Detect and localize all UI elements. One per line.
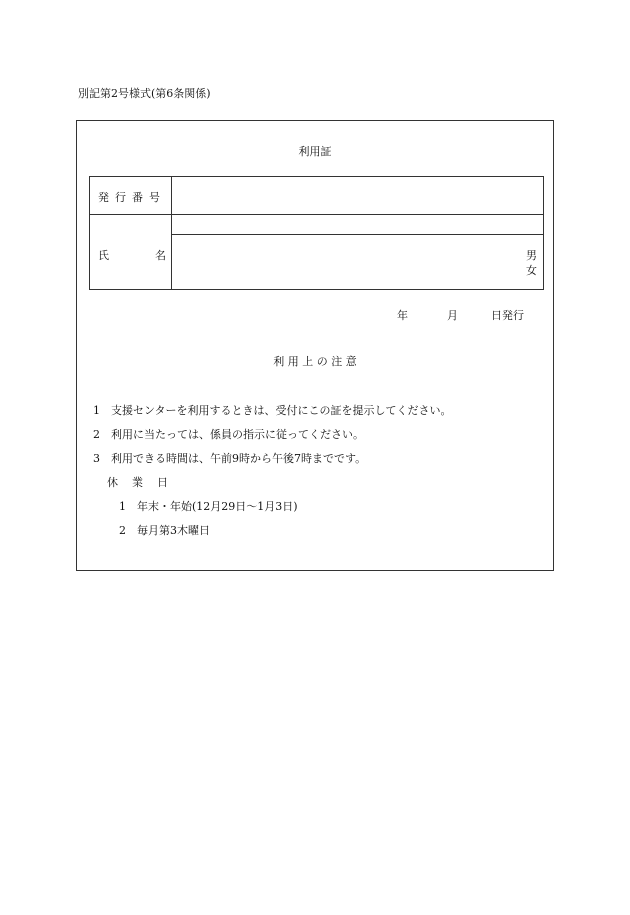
issue-day-label: 日発行: [491, 309, 524, 322]
holiday-text: 年末・年始(12月29日〜1月3日): [137, 500, 298, 513]
gender-options: [526, 248, 537, 278]
note-item: [93, 426, 364, 442]
holiday-item: [119, 522, 210, 538]
name-label: [98, 247, 166, 263]
note-number: 3: [93, 452, 100, 465]
note-text: 利用に当たっては、係員の指示に従ってください。: [111, 428, 364, 441]
holiday-text: 毎月第3木曜日: [137, 524, 210, 537]
note-item: [93, 450, 366, 466]
holiday-title-char-2: 業: [132, 476, 143, 489]
info-table: [89, 176, 544, 290]
note-item: [93, 402, 452, 418]
name-label-char-2: 名: [155, 249, 166, 262]
holiday-title-char-1: 休: [107, 476, 118, 489]
note-text: 支援センターを利用するときは、受付にこの証を提示してください。: [111, 404, 452, 417]
notes-title: 利 用 上 の 注 意: [273, 355, 357, 368]
card-title: 利用証: [298, 145, 332, 158]
table-divider-name-row: [171, 234, 543, 235]
table-divider-row: [90, 214, 543, 215]
note-number: 2: [93, 428, 100, 441]
usage-card: [76, 120, 554, 571]
issue-year-label: 年: [397, 309, 408, 322]
gender-male: 男: [526, 249, 537, 262]
table-divider-vertical: [171, 177, 172, 289]
holiday-title: [107, 474, 182, 490]
gender-female: 女: [526, 264, 537, 277]
issue-number-label: 発行番号: [98, 191, 166, 204]
note-number: 1: [93, 404, 100, 417]
holiday-title-char-3: 日: [157, 476, 168, 489]
name-label-char-1: 氏: [98, 249, 109, 262]
note-text: 利用できる時間は、午前9時から午後7時までです。: [111, 452, 367, 465]
holiday-number: 1: [119, 500, 126, 513]
holiday-item: [119, 498, 298, 514]
form-label: 別記第2号様式(第6条関係): [78, 87, 211, 100]
holiday-number: 2: [119, 524, 126, 537]
issue-month-label: 月: [447, 309, 458, 322]
